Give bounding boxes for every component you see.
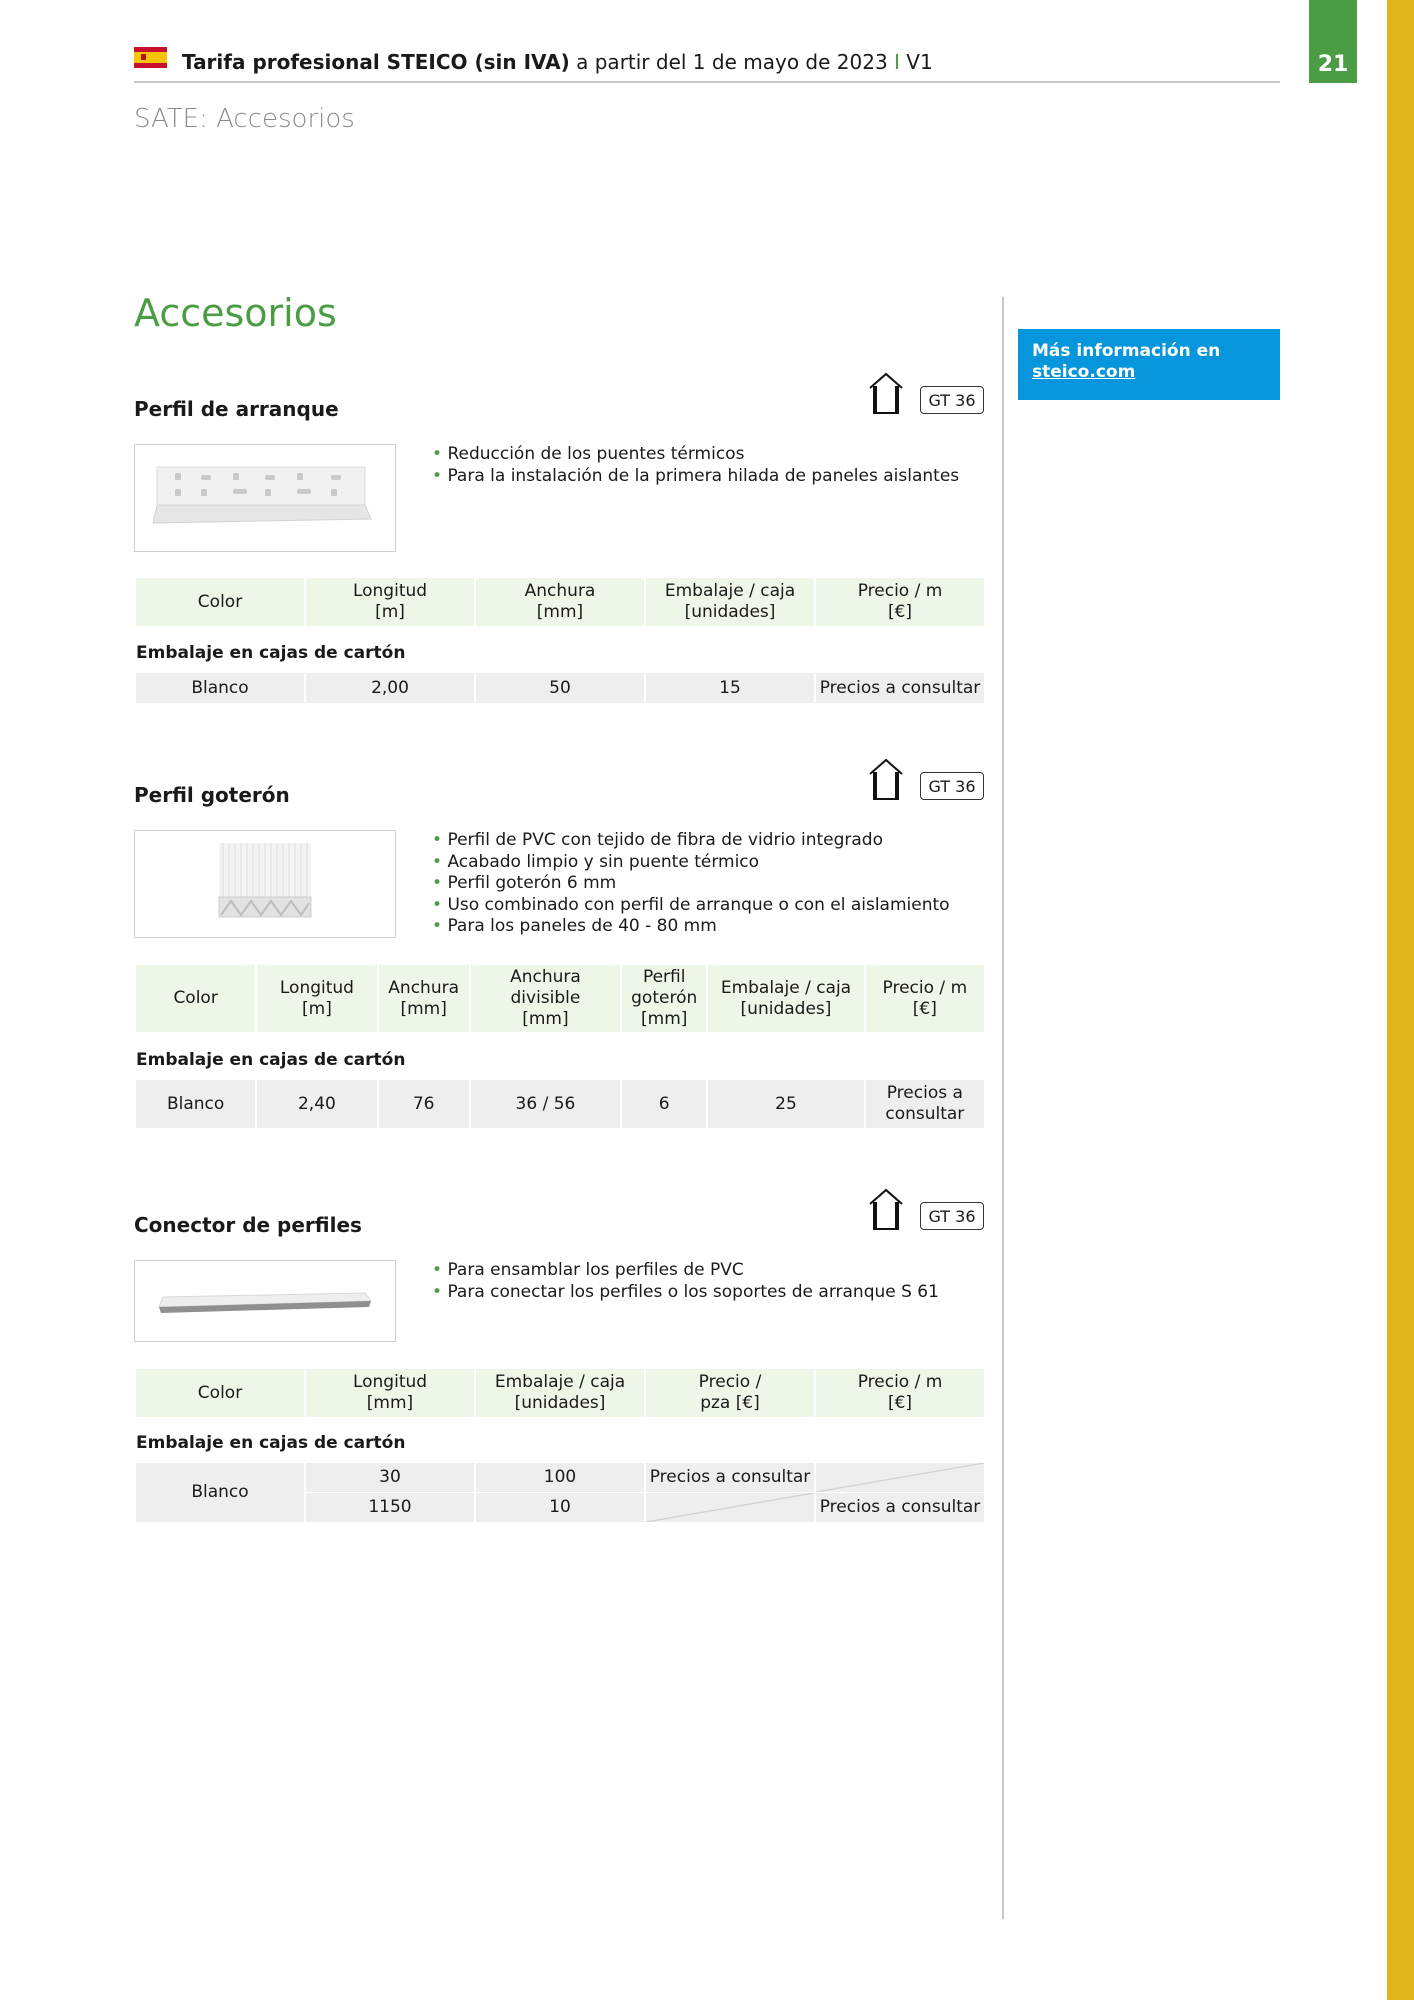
spec-table-values xyxy=(134,1080,986,1128)
subheader: SATE: Accesorios xyxy=(134,104,355,134)
col-header: Perfil goterón [mm] xyxy=(622,965,706,1032)
table-cell: 76 xyxy=(379,1080,469,1128)
gt-badge: GT 36 xyxy=(920,1202,984,1230)
table-cell: 50 xyxy=(476,673,644,703)
product-image xyxy=(134,444,396,552)
page-number: 21 xyxy=(1309,0,1357,83)
product-bullets xyxy=(432,444,959,487)
table-cell: 10 xyxy=(476,1493,644,1522)
steico-link[interactable]: steico.com xyxy=(1032,362,1136,382)
table-cell: 36 / 56 xyxy=(471,1080,620,1128)
header-title-rest: a partir del 1 de mayo de 2023 xyxy=(569,50,895,74)
header-version: V1 xyxy=(899,50,933,74)
col-header: Precio / m [€] xyxy=(816,1369,984,1417)
table-cell: 2,00 xyxy=(306,673,474,703)
spec-table xyxy=(134,965,986,1032)
product-image xyxy=(134,830,396,938)
col-header: Precio / m [€] xyxy=(816,578,984,626)
bullet: • Uso combinado con perfil de arranque o con el aislamiento xyxy=(432,895,950,917)
packaging-label: Embalaje en cajas de cartón xyxy=(136,1050,406,1070)
spec-table-values xyxy=(134,673,986,703)
table-cell-empty xyxy=(646,1493,814,1522)
col-header: Anchura [mm] xyxy=(379,965,469,1032)
col-header: Embalaje / caja [unidades] xyxy=(646,578,814,626)
bullet: • Para ensamblar los perfiles de PVC xyxy=(432,1260,939,1282)
col-header: Longitud [mm] xyxy=(306,1369,474,1417)
table-row xyxy=(136,1080,984,1128)
col-header: Precio / pza [€] xyxy=(646,1369,814,1417)
table-cell: 6 xyxy=(622,1080,706,1128)
bullet: • Acabado limpio y sin puente térmico xyxy=(432,852,950,874)
bullet: • Para los paneles de 40 - 80 mm xyxy=(432,916,950,938)
col-header: Longitud [m] xyxy=(257,965,376,1032)
col-header: Precio / m [€] xyxy=(866,965,984,1032)
table-cell-empty xyxy=(816,1463,984,1492)
product-bullets xyxy=(432,1260,939,1303)
gt-badge: GT 36 xyxy=(920,386,984,414)
header-title xyxy=(182,51,933,73)
table-cell: Blanco xyxy=(136,1080,255,1128)
product-image xyxy=(134,1260,396,1342)
table-cell: 1150 xyxy=(306,1493,474,1522)
header-divider xyxy=(134,81,1280,83)
table-cell: Blanco xyxy=(136,673,304,703)
bullet: • Reducción de los puentes térmicos xyxy=(432,444,959,466)
col-header: Color xyxy=(136,965,255,1032)
bullet: • Perfil de PVC con tejido de fibra de vidrio integrado xyxy=(432,830,950,852)
header-separator: I xyxy=(894,50,900,74)
table-row xyxy=(136,673,984,703)
section-title: Accesorios xyxy=(134,291,337,335)
product-title: Conector de perfiles xyxy=(134,1213,362,1237)
house-icon xyxy=(868,758,904,802)
col-header: Anchura divisible [mm] xyxy=(471,965,620,1032)
house-icon xyxy=(868,1188,904,1232)
header-title-bold: Tarifa profesional STEICO (sin IVA) xyxy=(182,50,570,74)
table-cell: 25 xyxy=(708,1080,863,1128)
column-divider xyxy=(1002,297,1004,1919)
table-cell: Precios a consultar xyxy=(816,673,984,703)
gt-badge: GT 36 xyxy=(920,772,984,800)
table-cell: 100 xyxy=(476,1463,644,1492)
house-icon xyxy=(868,372,904,416)
col-header: Embalaje / caja [unidades] xyxy=(476,1369,644,1417)
product-bullets xyxy=(432,830,950,938)
col-header: Anchura [mm] xyxy=(476,578,644,626)
table-cell: Precios a consultar xyxy=(866,1080,984,1128)
col-header: Longitud [m] xyxy=(306,578,474,626)
col-header: Color xyxy=(136,1369,304,1417)
product-title: Perfil goterón xyxy=(134,783,290,807)
more-info-text: Más información en xyxy=(1032,341,1221,361)
col-header: Color xyxy=(136,578,304,626)
packaging-label: Embalaje en cajas de cartón xyxy=(136,643,406,663)
spec-table xyxy=(134,578,986,626)
spain-flag-icon xyxy=(134,47,167,68)
product-title: Perfil de arranque xyxy=(134,397,339,421)
spec-table xyxy=(134,1369,986,1417)
bullet: • Perfil goterón 6 mm xyxy=(432,873,950,895)
decorative-side-bar xyxy=(1387,0,1414,2000)
col-header: Embalaje / caja [unidades] xyxy=(708,965,863,1032)
spec-table-values xyxy=(134,1462,986,1523)
table-cell: Precios a consultar xyxy=(816,1493,984,1522)
table-row xyxy=(136,1463,984,1492)
bullet: • Para la instalación de la primera hilada de paneles aislantes xyxy=(432,466,959,488)
table-cell: 15 xyxy=(646,673,814,703)
table-cell: Blanco xyxy=(136,1463,304,1522)
table-cell: Precios a consultar xyxy=(646,1463,814,1492)
more-info-box[interactable] xyxy=(1018,329,1280,400)
bullet: • Para conectar los perfiles o los soportes de arranque S 61 xyxy=(432,1282,939,1304)
packaging-label: Embalaje en cajas de cartón xyxy=(136,1433,406,1453)
table-cell: 2,40 xyxy=(257,1080,376,1128)
table-cell: 30 xyxy=(306,1463,474,1492)
